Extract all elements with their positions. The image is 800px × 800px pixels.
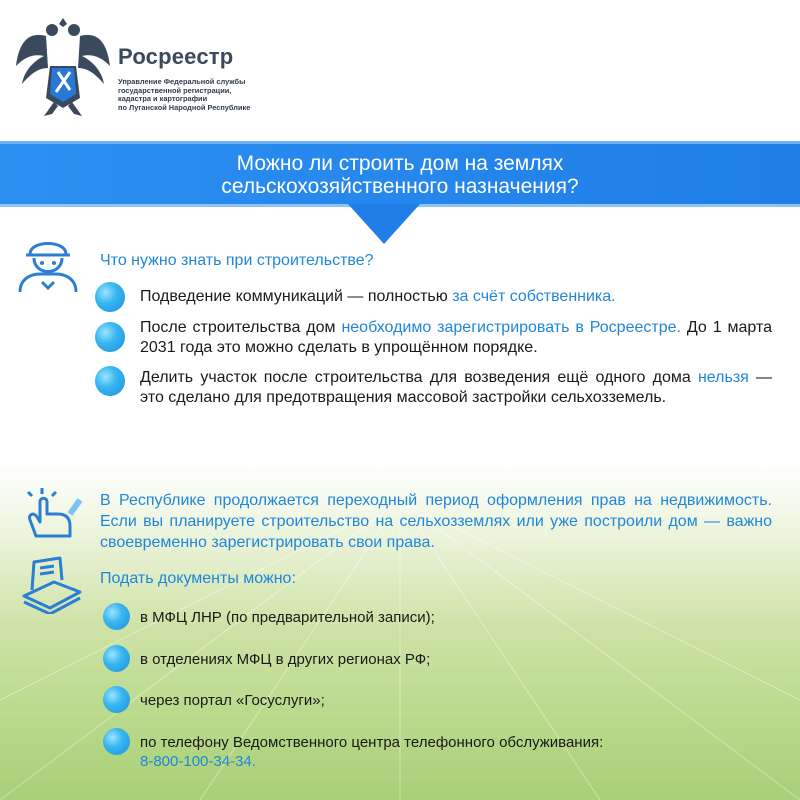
section2-title: Подать документы можно: <box>100 570 296 587</box>
bullet-icon <box>95 322 125 352</box>
brand-name: Росреестр <box>118 44 234 69</box>
emblem-icon <box>14 10 112 118</box>
item-text: До 1 марта 2031 года это можно сделать в упрощённом порядке. <box>140 319 773 356</box>
list-item: по телефону Ведомственного центра телефонного обслуживания: <box>140 734 604 751</box>
info-paragraph: В Республике продолжается переходный период оформления прав на недвижимость. Если вы планируете строительство на сельхозземлях или уже построили дом — важно своевременно зарегистрировать свои права. <box>100 492 772 551</box>
section1-title: Что нужно знать при строительстве? <box>100 252 374 269</box>
banner-title-line: Можно ли строить дом на землях <box>236 152 564 175</box>
bullet-icon <box>103 728 130 755</box>
list-item <box>140 287 780 307</box>
item-highlight: нельзя <box>697 369 749 386</box>
item-highlight: за счёт собственника. <box>452 288 616 305</box>
banner-title <box>160 152 640 198</box>
list-item <box>140 368 772 408</box>
brand-subtitle <box>118 78 278 112</box>
subtitle-line: по Луганской Народной Республике <box>118 102 251 112</box>
subtitle-line: государственной регистрации, <box>118 85 232 95</box>
list-item: в отделениях МФЦ в других регионах РФ; <box>140 651 431 668</box>
banner-title-line: сельскохозяйственного назначения? <box>221 175 579 198</box>
bullet-icon <box>103 603 130 630</box>
phone-number: 8-800-100-34-34. <box>140 753 256 770</box>
list-item: через портал «Госуслуги»; <box>140 692 325 709</box>
bullet-icon <box>95 366 125 396</box>
list-item: в МФЦ ЛНР (по предварительной записи); <box>140 609 435 626</box>
down-arrow-icon <box>348 204 420 246</box>
documents-icon <box>20 556 84 614</box>
worker-icon <box>16 232 80 294</box>
subtitle-line: кадастра и картографии <box>118 94 208 104</box>
bullet-icon <box>103 686 130 713</box>
subtitle-line: Управление Федеральной службы <box>118 77 246 86</box>
pointing-hand-icon <box>20 484 82 546</box>
item-text: Подведение коммуникаций — полностью <box>140 288 453 305</box>
list-item <box>140 318 772 358</box>
item-text: Делить участок после строительства для возведения ещё одного дома <box>140 369 698 386</box>
item-text: После строительства дом <box>140 319 342 336</box>
bullet-icon <box>103 645 130 672</box>
bullet-icon <box>95 282 125 312</box>
item-text: — это сделано для предотвращения массовой застройки сельхозземель. <box>140 369 772 406</box>
header <box>14 10 334 120</box>
item-highlight: необходимо зарегистрировать в Росреестре. <box>341 319 681 336</box>
